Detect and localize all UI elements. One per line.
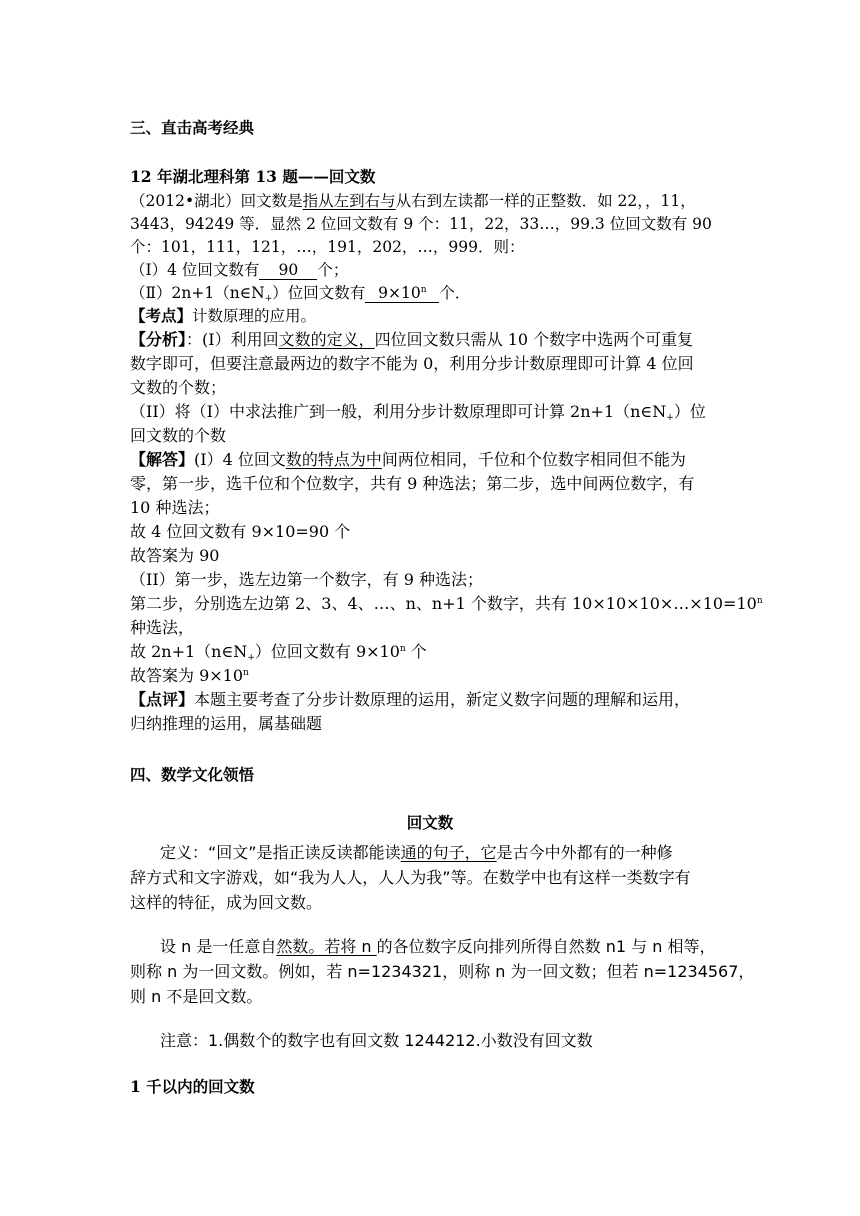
underlined-text: 通的句子，它 xyxy=(400,843,497,862)
text: 的各位数字反向排列所得自然数 n1 与 n 相等， xyxy=(376,937,716,956)
text: 设 n 是一任意自 xyxy=(160,937,277,956)
text: 本题主要考查了分步计数原理的运用，新定义数字问题的理解和运用， xyxy=(194,690,691,709)
jieda-line-8: 种选法， xyxy=(130,618,195,637)
text: (I）4 位回文 xyxy=(194,450,286,469)
dianping-label: 【点评】 xyxy=(130,690,195,709)
answer-blank-1: 90 xyxy=(259,261,317,280)
text: ）位 xyxy=(673,402,706,421)
fenxi-line-3: 文数的个数； xyxy=(130,378,227,397)
superscript: n xyxy=(243,668,249,678)
superscript: n xyxy=(399,644,406,654)
kaodian-line xyxy=(130,306,316,326)
culture-p1-line-2: 辞方式和文字游戏，如“我为人人，人人为我”等。在数学中也有这样一类数字有 xyxy=(130,868,691,887)
problem-statement-line-1 xyxy=(130,191,696,211)
jieda-line-9 xyxy=(130,642,427,662)
kaodian-label: 【考点】 xyxy=(130,306,193,325)
subscript: + xyxy=(666,413,674,423)
text: （2012•湖北）回文数是 xyxy=(130,192,303,210)
answer-blank-2 xyxy=(365,284,439,303)
culture-p1-line-1 xyxy=(160,843,673,863)
jieda-line-5: 故答案为 90 xyxy=(130,546,220,565)
dianping-line-2: 归纳推理的运用，属基础题 xyxy=(130,714,323,733)
text: 四位回文数只需从 10 个数字中选两个可重复 xyxy=(374,330,694,349)
text: 故 2n+1（n∈N xyxy=(130,642,248,661)
dianping-line-1 xyxy=(130,690,690,710)
kaodian-text: 计数原理的应用。 xyxy=(192,307,317,325)
problem-statement-line-2: 3443，94249 等．显然 2 位回文数有 9 个：11，22，33…，99.3 位回文数有 90 xyxy=(130,215,712,233)
text: ：(I）利用回 xyxy=(186,330,279,349)
jieda-line-7 xyxy=(130,594,763,614)
text: ）位回文数有 9×10 xyxy=(254,642,400,661)
subscript: + xyxy=(264,294,273,304)
text: 从右到左读都一样的正整数．如 22，，11， xyxy=(395,192,696,210)
text: 是古今中外都有的一种修 xyxy=(496,843,673,862)
culture-p2-line-2: 则称 n 为一回文数。例如，若 n=1234321，则称 n 为一回文数；但若 n=1234567， xyxy=(130,962,755,981)
text: 定义：“回文”是指正读反读都能读 xyxy=(160,843,401,862)
text: 间两位相同，千位和个位数字相同但不能为 xyxy=(381,450,686,469)
jieda-line-4: 故 4 位回文数有 9×10=90 个 xyxy=(130,522,351,541)
culture-p2-line-3: 则 n 不是回文数。 xyxy=(130,987,263,1006)
question-2-text: ）位回文数有 xyxy=(272,284,366,302)
culture-p1-line-3: 这样的特征，成为回文数。 xyxy=(130,893,323,912)
problem-statement-line-3: 个：101，111，121，…，191，202，…，999．则： xyxy=(130,238,525,256)
text: 第二步，分别选左边第 2、3、4、…、n、n+1 个数字，共有 10×10×10×…×10=10 xyxy=(130,594,757,613)
culture-p2-line-1 xyxy=(160,937,715,957)
jieda-label: 【解答】 xyxy=(130,450,195,469)
jieda-line-6: （II）第一步，选左边第一个数字，有 9 种选法； xyxy=(130,570,483,589)
section-heading-5: 1 千以内的回文数 xyxy=(130,1077,255,1096)
question-1-suffix: 个； xyxy=(317,261,349,279)
underlined-text: 文数的定义， xyxy=(278,330,375,349)
text: （II）将（I）中求法推广到一般，利用分步计数原理即可计算 2n+1（n∈N xyxy=(130,402,667,421)
underlined-text: 数的特点为中 xyxy=(285,450,382,469)
fenxi-line-4 xyxy=(130,402,706,422)
question-2-suffix: 个． xyxy=(439,284,471,302)
question-2-text: （Ⅱ）2n+1（n∈N xyxy=(130,284,265,302)
question-1-text: （Ⅰ）4 位回文数有 xyxy=(130,261,260,279)
underlined-text: 指从左到右与 xyxy=(302,192,396,210)
subscript: + xyxy=(247,653,255,663)
question-2 xyxy=(130,283,470,303)
culture-p3: 注意：1.偶数个的数字也有回文数 1244212.小数没有回文数 xyxy=(160,1031,593,1050)
superscript: n xyxy=(420,285,427,295)
fenxi-label: 【分析】 xyxy=(130,330,187,349)
section-heading-3: 三、直击高考经典 xyxy=(130,118,255,137)
fenxi-line-2: 数字即可，但要注意最两边的数字不能为 0，利用分步计数原理即可计算 4 位回 xyxy=(130,354,694,373)
text: 个 xyxy=(405,642,427,661)
jieda-line-2: 零，第一步，选千位和个位数字，共有 9 种选法；第二步，选中间两位数字，有 xyxy=(130,474,695,493)
answer-2: 9×10 xyxy=(378,284,421,302)
question-1 xyxy=(130,260,348,280)
text: 故答案为 9×10 xyxy=(130,666,244,685)
section-heading-4: 四、数学文化领悟 xyxy=(130,765,255,784)
fenxi-line-5: 回文数的个数 xyxy=(130,426,227,445)
jieda-line-10 xyxy=(130,666,249,686)
superscript: n xyxy=(756,596,763,606)
problem-title: 12 年湖北理科第 13 题——回文数 xyxy=(130,167,376,186)
underlined-text: 然数。若将 n xyxy=(276,937,377,956)
jieda-line-1 xyxy=(130,450,686,470)
fenxi-line-1 xyxy=(130,330,693,350)
jieda-line-3: 10 种选法； xyxy=(130,498,220,517)
culture-title: 回文数 xyxy=(406,813,454,832)
